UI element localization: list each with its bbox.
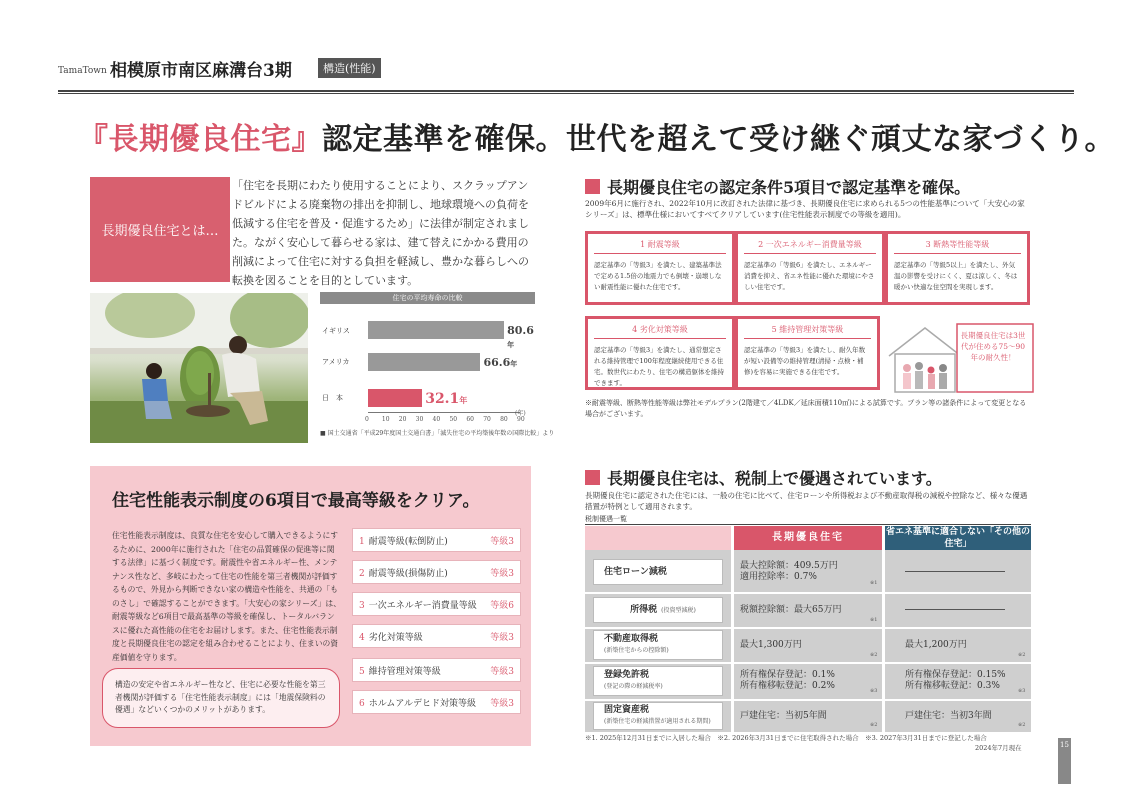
value-unit: 年 [459,395,468,405]
grade-value: 等級3 [490,698,514,709]
value-label [507,324,535,350]
row-separator [585,699,1031,701]
tax-heading-text: 長期優良住宅は、税制上で優遇されています。 [607,469,942,488]
tax-table [585,514,1031,732]
category-label: 日 本 [322,394,343,402]
value-number: 66.6 [483,356,511,369]
x-tick-label: 90 [517,416,525,423]
condition-card-1 [585,231,735,305]
bar-uk [368,321,504,339]
bar-japan [368,389,422,407]
x-tick-label: 0 [365,416,369,423]
bar-us [368,353,480,371]
value-unit: 年 [510,359,518,368]
condition-desc: 認定基準の「等級3」を満たし、建築基準法で定める1.5倍の地震力でも倒壊・崩壊しない耐震性能に優れた住宅です。 [594,261,722,291]
headline-accent: 『長期優良住宅』 [78,122,322,157]
section-tag: 構造(性能) [318,58,381,78]
row-label [593,630,723,660]
tick-unit: (年) [515,410,526,417]
footnote-mark: ※2 [1018,652,1026,658]
condition-card-4 [585,316,735,390]
grade-number: 6 [359,698,365,709]
grade-label-wrap [359,566,448,579]
row-label-text: 所得税 [630,604,658,615]
x-tick-label: 80 [500,416,508,423]
performance-title: 住宅性能表示制度の6項目で最高等級をクリア。 [112,491,480,511]
performance-callout: 構造の安定や省エネルギー性など、住宅に必要な性能を第三者機関が評価する「住宅性能表示制度」には「地震保険料の優遇」などいくつかのメリットがあります。 [102,668,340,728]
tax-description: 長期優良住宅に認定された住宅には、一般の住宅に比べて、住宅ローンや所得税および不動産取得税の減税や控除など、様々な優遇措置が特例として適用されます。 [585,491,1028,511]
row-label-text: 不動産取得税 [604,634,659,644]
cell-other [899,702,1029,730]
grade-number: 1 [359,536,365,547]
x-tick-label: 50 [449,416,458,423]
category-label: アメリカ [322,358,350,366]
grade-number: 3 [359,600,365,611]
value-number: 80.6 [507,324,534,337]
footnote-mark: ※2 [870,722,878,728]
tax-table-rule [585,524,1031,525]
grade-row [352,658,521,682]
grade-label-wrap [359,598,477,611]
cell-line: 所有権移転登記：0.2% [740,681,835,691]
tax-footnotes: ※1. 2025年12月31日までに入居した場合 ※2. 2026年3月31日までに住宅取得された場合 ※3. 2027年3月31日までに登記した場合 [585,734,987,742]
cell-line: 戸建住宅：当初5年間 [740,710,827,721]
cell-long [734,664,882,698]
col-separator [882,526,885,732]
cell-line: 戸建住宅：当初3年間 [905,710,992,721]
row-label-sub: (新築住宅の軽減措置が適用される期間) [604,718,711,725]
intro-label-box: 長期優良住宅とは… [90,177,230,282]
row-label-text: 住宅ローン減税 [604,566,667,577]
condition-card-5 [735,316,880,390]
family-garden-illustration [90,293,308,443]
cell-long [734,702,882,730]
grade-label: 耐震等級(転倒防止) [368,536,448,547]
grade-row [352,560,521,584]
grade-row [352,592,521,616]
col-separator [731,526,734,732]
cell-line: 所有権移転登記：0.3% [905,681,1000,691]
grade-row [352,528,521,552]
row-separator [585,627,1031,629]
dash-placeholder [905,609,1005,610]
x-tick-label: 10 [381,416,390,423]
grade-value: 等級6 [490,600,514,611]
row-label-text: 固定資産税 [604,705,650,715]
grade-row [352,690,521,714]
value-unit: 年 [507,340,515,349]
condition-title: 2 一次エネルギー消費量等級 [744,239,876,254]
project-title: 相模原市南区麻溝台3期 [110,61,292,81]
page-headline [78,114,1115,158]
grade-number: 5 [359,666,365,677]
x-tick-label: 20 [398,416,407,423]
x-tick-label: 70 [483,416,491,423]
header-rule [58,90,1074,94]
row-label [593,559,723,585]
category-label: イギリス [322,327,350,335]
condition-title: 1 耐震等級 [594,239,726,254]
row-label-sub: (投資型減税) [661,606,696,614]
condition-title: 3 断熱等性能等級 [894,239,1021,254]
row-label-text: 登録免許税 [604,670,650,680]
x-axis [368,412,520,413]
footnote-mark: ※1 [870,580,878,586]
cell-line: 所有権保存登記：0.15% [905,670,1006,680]
condition-card-3 [885,231,1030,305]
row-label-sub: (登記の際の軽減税率) [604,683,663,690]
condition-desc: 認定基準の「等級3」を満たし、通常想定される維持管理で100年程度継続使用できる住宅。数世代にわたり、住宅の構造躯体を維持できます。 [594,346,724,387]
row-separator [585,592,1031,594]
brand-label: TamaTown [58,66,107,76]
x-tick-label: 40 [432,416,441,423]
square-bullet-icon [585,470,600,485]
grade-label-wrap [359,664,441,677]
condition-desc: 認定基準の「等級3」を満たし、耐久年数が短い設備等の維持管理(清掃・点検・補修)を容易に実施できる住宅です。 [744,346,866,376]
grade-label-wrap [359,696,476,709]
grade-row [352,624,521,648]
row-label [593,702,723,730]
grade-value: 等級3 [490,568,514,579]
cell-other [899,664,1029,698]
footnote-mark: ※2 [870,652,878,658]
cell-long [734,594,882,626]
row-label [593,666,723,696]
condition-title: 5 維持管理対策等級 [744,324,871,339]
table-corner [585,526,731,550]
grade-value: 等級3 [490,666,514,677]
value-label [425,391,467,407]
conditions-heading-text: 長期優良住宅の認定条件5項目で認定基準を確保。 [607,178,971,197]
grade-label-wrap [359,534,448,547]
row-separator [585,662,1031,664]
condition-desc: 認定基準の「等級5以上」を満たし、外気温の影響を受けにくく、夏は涼しく、冬は暖かい快適な住空間を実現します。 [894,261,1018,291]
cell-other [899,630,1029,660]
performance-panel [90,466,531,746]
cell-line: 所有権保存登記：0.1% [740,670,835,680]
as-of-date: 2024年7月現在 [975,744,1022,752]
condition-title: 4 劣化対策等級 [594,324,726,339]
row-label-sub: (新築住宅からの控除額) [604,647,669,654]
footnote-mark: ※2 [1018,722,1026,728]
x-tick-label: 60 [466,416,474,423]
cell-line: 最大控除額：409.5万円 [740,561,838,571]
family-photo [90,293,308,443]
cell-long [734,554,882,590]
condition-card-2 [735,231,885,305]
dash-placeholder [905,571,1005,572]
value-number: 32.1 [425,391,460,407]
grade-label: 劣化対策等級 [368,632,423,643]
tax-table-label: 税制優遇一覧 [585,515,627,523]
value-label [483,356,517,369]
grade-label: 一次エネルギー消費量等級 [368,600,477,611]
grade-label-wrap [359,630,423,643]
footnote-mark: ※1 [870,617,878,623]
performance-text: 住宅性能表示制度は、良質な住宅を安心して購入できるようにするために、2000年に施行された「住宅の品質確保の促進等に関する法律」に基づく制度です。耐震性や省エネルギー性、メンテナンス性など、多岐にわたって住宅の性能を第三者機関が評価するもので、外見から判断できない家の構造や性能を、共通の「ものさし」で確認することができます。「大安心の家シリーズ」は、耐震等級など6項目で最高基準の等級を確保し、トータルバランスに優れた高性能の住宅をお届けします。また、住宅性能表示制度と長期優良住宅の認定を組み合わせることにより、住まいの資産価値を守ります。 [112,531,341,662]
square-bullet-icon [585,179,600,194]
cell-line: 最大1,200万円 [905,639,967,650]
cell-long [734,630,882,660]
footnote-mark: ※3 [870,688,878,694]
x-tick-label: 30 [415,416,424,423]
conditions-note: ※耐震等級、断熱等性能等級は弊社モデルプラン(2階建て／4LDK／延床面積110㎡)による試算です。プラン等の諸条件によって変更となる場合がございます。 [585,399,1027,418]
page-number: 15 [1058,738,1071,784]
col-header-long-life: 長期優良住宅 [734,526,882,550]
chart-source-note: ■ 国土交通省「平成29年度国土交通白書」「滅失住宅の平均築後年数の国際比較」より [320,430,555,437]
conditions-description: 2009年6月に施行され、2022年10月に改訂された法律に基づき、長期優良住宅に求められる5つの性能基準について「大安心の家シリーズ」は、標準仕様においてすべてクリアしています(住宅性能表示制度での等級を適用)。 [585,199,1025,219]
headline-rest: 認定基準を確保。世代を超えて受け継ぐ頑丈な家づくり。 [322,122,1115,157]
cell-line: 税額控除額：最大65万円 [740,604,842,615]
chart-title: 住宅の平均寿命の比較 [320,292,535,304]
grade-label: ホルムアルデヒド対策等級 [368,698,477,709]
col-header-other: 省エネ基準に適合しない「その他の住宅」 [885,527,1030,549]
grade-number: 4 [359,632,365,643]
grade-value: 等級3 [490,632,514,643]
grade-number: 2 [359,568,365,579]
cell-line: 最大1,300万円 [740,639,802,650]
intro-text: 「住宅を長期にわたり使用することにより、スクラップアンドビルドによる廃棄物の排出を抑制し、地球環境への負荷を低減する住宅を普及・促進するため」に法律が制定されました。ながく安心して暮らせる家は、建て替えにかかる費用の削減によって住宅に対する負担を軽減し、豊かな暮らしへの転換を図ることを目的としています。 [232,179,529,287]
cell-line: 適用控除率：0.7% [740,572,817,582]
tax-heading [585,466,942,489]
condition-desc: 認定基準の「等級6」を満たし、エネルギー消費を抑え、省エネ性能に優れた環境にやさしい住宅です。 [744,261,875,291]
grade-value: 等級3 [490,536,514,547]
row-label [593,597,723,623]
grade-label: 維持管理対策等級 [368,666,441,677]
house-durability-text: 長期優良住宅は3世代が住める75～90年の耐久性！ [960,331,1026,362]
grade-label: 耐震等級(損傷防止) [368,568,448,579]
conditions-heading [585,175,970,198]
lifespan-chart [320,292,555,442]
footnote-mark: ※3 [1018,688,1026,694]
